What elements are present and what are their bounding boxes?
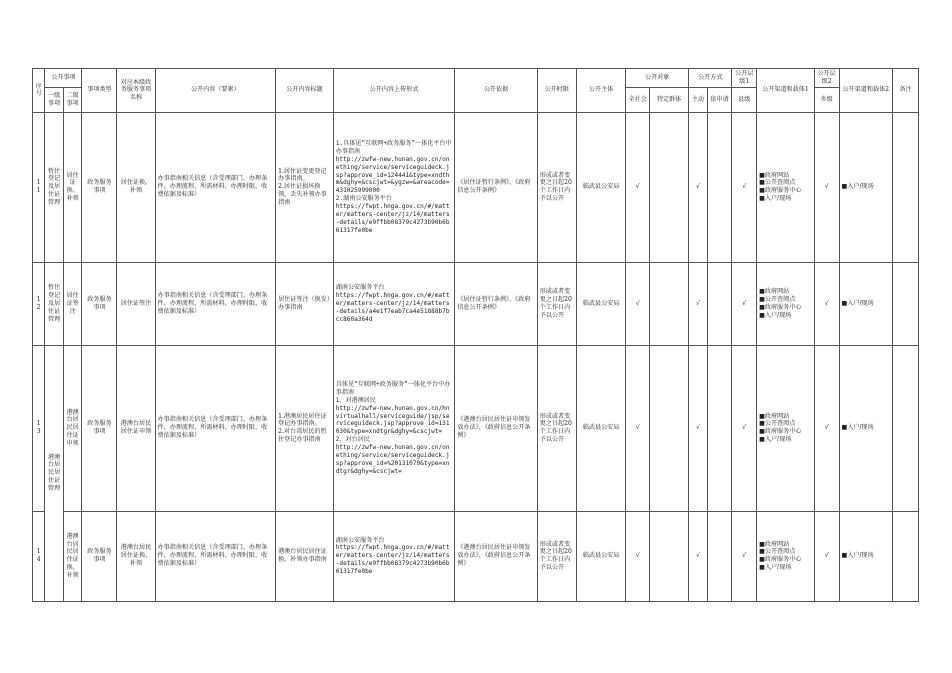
- row-type: 政务服务事项: [82, 345, 117, 511]
- method-header: 公开方式: [689, 69, 732, 88]
- row-seq: 13: [33, 345, 45, 511]
- row-remark: [893, 511, 919, 601]
- remark-header: 备注: [893, 69, 919, 113]
- table-row: [33, 345, 919, 511]
- row-level2: 居住证签注: [63, 262, 82, 345]
- channel-item: ■ 政府服务中心: [759, 556, 812, 564]
- content-title-header: 公开内容标题: [276, 69, 334, 113]
- level2-header: 二级事项: [63, 87, 82, 112]
- row-channel1: [757, 262, 815, 345]
- row-upload-form: 具体见“互联网+政务服务”一体化平台中办事指南 1、对港澳居民 http://zwfw-new.hunan.gov.cn/hnvirtualhall/serviceguide/jsp/serviceguideck.jsp?approve_id=131030&type=xndtgr&dghy=&cscjwt= 2、对台居民 http://zwfw-new.hunan.gov.cn/onething/service/serviceguideck.jsp?approve_id=%20131070&type=xndtgr&dghy=&cscjwt=: [333, 345, 455, 511]
- row-channel1: [757, 511, 815, 601]
- row-layer1: √: [732, 511, 757, 601]
- row-level2: 港澳台居民居住证换、补领: [63, 511, 82, 601]
- channel-item: ■ 公开查阅点: [759, 296, 812, 304]
- row-time-limit: 形成或者变更之日起20个工作日内予以公开: [537, 262, 576, 345]
- row-channel2: [839, 345, 893, 511]
- target-all-header: 全社会: [626, 87, 650, 112]
- upload-form-header: 公开内容上传形式: [333, 69, 455, 113]
- channel-item: ■ 政府服务中心: [759, 187, 812, 195]
- channel1-header: 公开渠道和载体1: [757, 69, 815, 113]
- row-content: 办事指南相关信息（含受理部门、办理条件、办理流程、所需材料、办理时限、收费依据及标准）: [155, 262, 276, 345]
- target-specific-header: 特定群体: [650, 87, 689, 112]
- row-type: 政务服务事项: [82, 112, 117, 262]
- channel-item: ■ 政府服务中心: [759, 428, 812, 436]
- row-target-all: √: [626, 112, 650, 262]
- row-seq: 11: [33, 112, 45, 262]
- header-row-1: [33, 69, 919, 88]
- row-method-active: √: [689, 511, 708, 601]
- method-active-header: 主动: [689, 87, 708, 112]
- row-channel2: [839, 112, 893, 262]
- row-level2: 港澳台居民居住证申领: [63, 345, 82, 511]
- row-type: 政务服务事项: [82, 262, 117, 345]
- row-upload-form: 湖南公安服务平台 https://fwpt.hnga.gov.cn/#/matter/matters-center/jz/14/matters-details/a4e1f7eab7ca4e51888b7bcc860a364d: [333, 262, 455, 345]
- row-level1: 暂住登记及居住证管理: [45, 112, 64, 262]
- layer1-header: 公开层级1: [732, 69, 757, 88]
- table-row: [33, 262, 919, 345]
- row-remark: [893, 345, 919, 511]
- channel-item: ■ 政府网站: [759, 172, 812, 180]
- channel-item: ■ 入户/现场: [842, 183, 891, 191]
- row-content: 办事指南相关信息（含受理部门、办理条件、办理流程、所需材料、办理时限、收费依据及标准）: [155, 511, 276, 601]
- time-limit-header: 公开时限: [537, 69, 576, 113]
- row-basis: 《居住证暂行条例》、《政府信息公开条例》: [455, 112, 537, 262]
- channel-item: ■ 入户/现场: [759, 564, 812, 572]
- row-service-name: 港澳台居民居住证申领: [117, 345, 155, 511]
- basis-header: 公开依据: [455, 69, 537, 113]
- row-target-specific: [650, 345, 689, 511]
- layer1-county-header: 县级: [732, 87, 757, 112]
- row-seq: 12: [33, 262, 45, 345]
- row-method-request: [707, 345, 732, 511]
- channel-item: ■ 公开查阅点: [759, 548, 812, 556]
- row-method-request: [707, 262, 732, 345]
- layer2-header: 公开层级2: [814, 69, 839, 88]
- row-subject: 临武县公安局: [576, 262, 625, 345]
- service-name-header: 对应本级政务服务事项名称: [117, 69, 155, 113]
- row-channel2: [839, 511, 893, 601]
- seq-header: 序号: [33, 69, 45, 113]
- channel-item: ■ 入户/现场: [842, 424, 891, 432]
- channel-item: ■ 政府网站: [759, 541, 812, 549]
- row-layer2: √: [814, 112, 839, 262]
- row-time-limit: 形成或者变更之日起20个工作日内予以公开: [537, 112, 576, 262]
- target-header: 公开对象: [626, 69, 689, 88]
- row-content-title: 1.居住证变更登记办事指南。 2.居住证损坏换领，丢失补领办事指南: [276, 112, 334, 262]
- row-content-title: 1.港澳居民居住证登记办事指南。 2.对台湾居民的暂住登记办事指南: [276, 345, 334, 511]
- row-content: 办事指南相关信息（含受理部门、办理条件、办理流程、所需材料、办理时限、收费依据及标准）: [155, 112, 276, 262]
- level1-header: 一级事项: [45, 87, 64, 112]
- row-layer2: √: [814, 345, 839, 511]
- row-remark: [893, 262, 919, 345]
- row-subject: 临武县公安局: [576, 345, 625, 511]
- channel-item: ■ 公开查阅点: [759, 179, 812, 187]
- row-layer1: √: [732, 112, 757, 262]
- row-level1: 暂住登记及居住证管理: [45, 262, 64, 345]
- channel2-header: 公开渠道和载体2: [839, 69, 893, 113]
- table-row: [33, 511, 919, 601]
- row-time-limit: 形成或者变更之日起20个工作日内予以公开: [537, 345, 576, 511]
- channel-item: ■ 公开查阅点: [759, 420, 812, 428]
- channel-item: ■ 政府服务中心: [759, 304, 812, 312]
- row-channel1: [757, 345, 815, 511]
- row-target-all: √: [626, 511, 650, 601]
- subject-header: 公开主体: [576, 69, 625, 113]
- row-service-name: 居住证签注: [117, 262, 155, 345]
- row-method-request: [707, 112, 732, 262]
- row-basis: 《港澳台居民居住证申领发放办法》、《政府信息公开条例》: [455, 345, 537, 511]
- row-level1: 港澳台居民居住证管理: [45, 345, 64, 601]
- row-layer2: √: [814, 262, 839, 345]
- method-request-header: 依申请: [707, 87, 732, 112]
- row-type: 政务服务事项: [82, 511, 117, 601]
- channel-item: ■ 入户/现场: [842, 552, 891, 560]
- row-remark: [893, 112, 919, 262]
- row-layer1: √: [732, 345, 757, 511]
- channel-item: ■ 入户/现场: [759, 436, 812, 444]
- row-layer1: √: [732, 262, 757, 345]
- row-seq: 14: [33, 511, 45, 601]
- row-method-active: √: [689, 112, 708, 262]
- row-service-name: 港澳台居民居住证换、补领: [117, 511, 155, 601]
- row-content: 办事指南相关信息（含受理部门、办理条件、办理流程、所需材料、办理时限、收费依据及标准）: [155, 345, 276, 511]
- channel-item: ■ 入户/现场: [759, 195, 812, 203]
- row-target-specific: [650, 262, 689, 345]
- row-service-name: 居住证换、补领: [117, 112, 155, 262]
- row-method-request: [707, 511, 732, 601]
- row-method-active: √: [689, 345, 708, 511]
- row-content-title: 居住证签注（换发）办事指南: [276, 262, 334, 345]
- content-header: 公开内容（要素）: [155, 69, 276, 113]
- row-basis: 《居住证暂行条例》、《政府信息公开条例》: [455, 262, 537, 345]
- row-channel2: [839, 262, 893, 345]
- channel-item: ■ 政府网站: [759, 413, 812, 421]
- row-target-all: √: [626, 262, 650, 345]
- channel-item: ■ 政府网站: [759, 288, 812, 296]
- row-subject: 临武县公安局: [576, 511, 625, 601]
- type-header: 事项类型: [82, 69, 117, 113]
- row-subject: 临武县公安局: [576, 112, 625, 262]
- row-method-active: √: [689, 262, 708, 345]
- row-basis: 《港澳台居民居住证申领发放办法》、《政府信息公开条例》: [455, 511, 537, 601]
- row-target-specific: [650, 112, 689, 262]
- row-level2: 居住证换、补领: [63, 112, 82, 262]
- row-upload-form: 1.具体见“互联网+政务服务”一体化平台中办事指南 http://zwfw-new.hunan.gov.cn/onething/service/serviceguideck.jsp?approve_id=124441&type=xndthm&dghy=&cscjwt=&ygzw=&areacode=431025999000 2.湖南公安服务平台 https://fwpt.hnga.gov.cn/#/matter/matters-center/jz/14/matters-details/e9ffbb08379c4273b90b6b61317fe0be: [333, 112, 455, 262]
- row-target-all: √: [626, 345, 650, 511]
- matter-header: 公开事项: [45, 69, 82, 88]
- row-layer2: √: [814, 511, 839, 601]
- row-target-specific: [650, 511, 689, 601]
- row-upload-form: 湖南公安服务平台 https://fwpt.hnga.gov.cn/#/matter/matters-center/jz/14/matters-details/e9ffbb08379c4273b90b6b61317fe0be: [333, 511, 455, 601]
- table-row: [33, 112, 919, 262]
- layer2-town-header: 乡级: [814, 87, 839, 112]
- row-channel1: [757, 112, 815, 262]
- channel-item: ■ 入户/现场: [759, 312, 812, 320]
- channel-item: ■ 入户/现场: [842, 300, 891, 308]
- disclosure-table: [32, 68, 919, 602]
- row-time-limit: 形成或者变更之日起20个工作日内予以公开: [537, 511, 576, 601]
- row-content-title: 港澳台居民居住证换、补领办事指南: [276, 511, 334, 601]
